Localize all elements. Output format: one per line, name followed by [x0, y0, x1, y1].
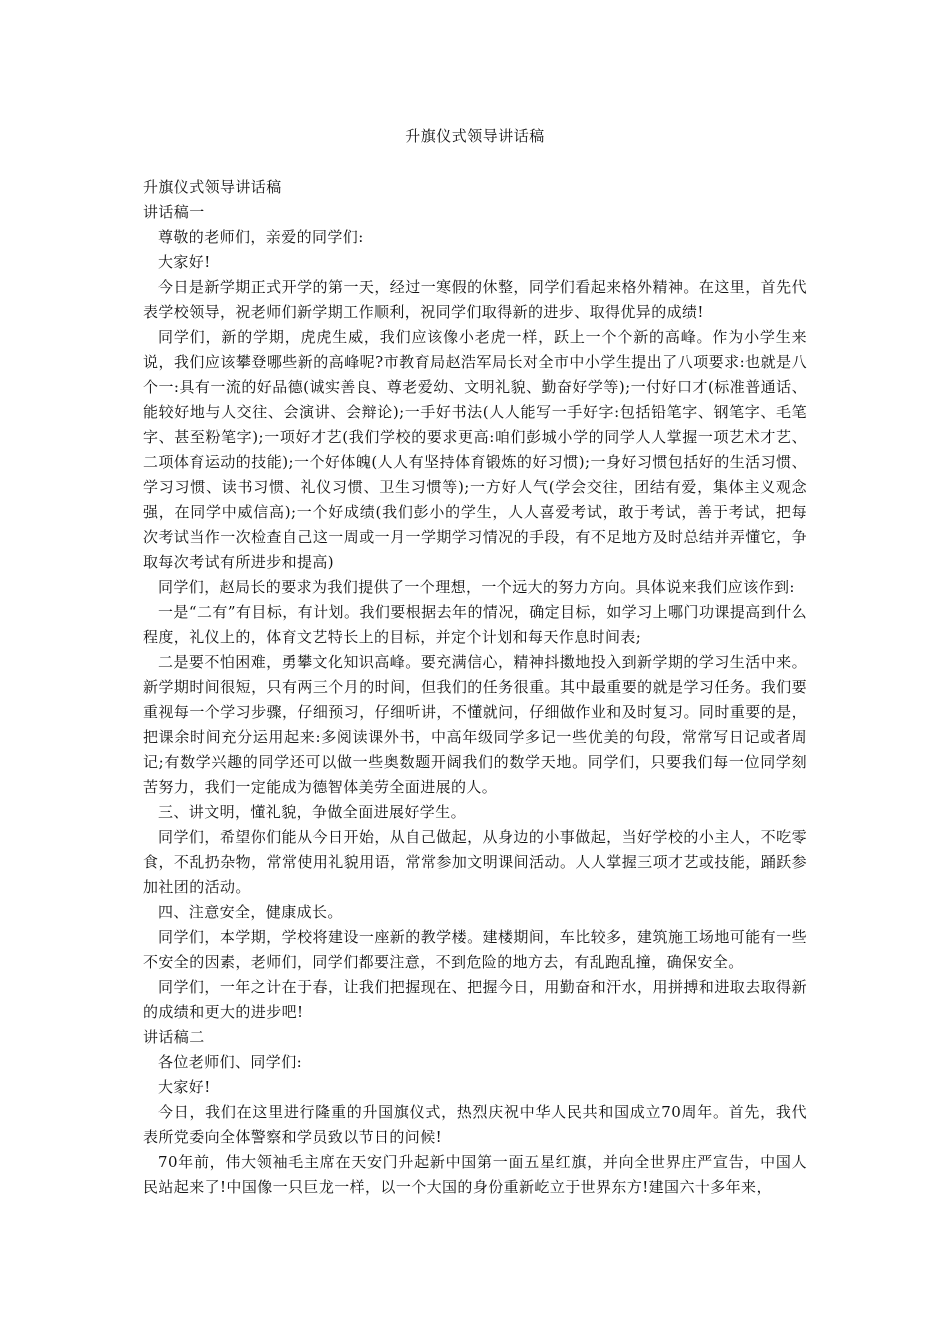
paragraph: 一是“二有”有目标，有计划。我们要根据去年的情况，确定目标，如学习上哪门功课提高到什么程度，礼仪上的，体育文艺特长上的目标，并定个计划和每天作息时间表; [143, 603, 807, 646]
paragraph: 尊敬的老师们，亲爱的同学们: [158, 228, 364, 246]
document-title: 升旗仪式领导讲话稿 [405, 127, 545, 145]
paragraph: 今日，我们在这里进行隆重的升国旗仪式，热烈庆祝中华人民共和国成立70周年。首先，我代表所党委向全体警察和学员致以节日的问候! [143, 1103, 807, 1146]
paragraph: 二是要不怕困难，勇攀文化知识高峰。要充满信心，精神抖擞地投入到新学期的学习生活中来。新学期时间很短，只有两三个月的时间，但我们的任务很重。其中最重要的就是学习任务。我们要重视每一个学习步骤，仔细预习，仔细听讲，不懂就问，仔细做作业和及时复习。同时重要的是，把课余时间充分运用起来:多阅读课外书，中高年级同学多记一些优美的句段，常常写日记或者周记;有数学兴趣的同学还可以做一些奥数题开阔我们的数学天地。同学们，只要我们每一位同学刻苦努力，我们一定能成为德智体美劳全面进展的人。 [143, 653, 807, 796]
section-heading: 升旗仪式领导讲话稿 [143, 178, 282, 196]
paragraph: 大家好! [158, 253, 211, 271]
paragraph: 今日是新学期正式开学的第一天，经过一寒假的休整，同学们看起来格外精神。在这里，首先代表学校领导，祝老师们新学期工作顺利，祝同学们取得新的进步、取得优异的成绩! [143, 278, 807, 321]
paragraph: 四、注意安全，健康成长。 [158, 903, 343, 921]
section-heading: 讲话稿一 [143, 203, 205, 221]
paragraph: 同学们，希望你们能从今日开始，从自己做起，从身边的小事做起，当好学校的小主人，不吃零食，不乱扔杂物，常常使用礼貌用语，常常参加文明课间活动。人人掌握三项才艺或技能，踊跃参加社团的活动。 [143, 828, 807, 896]
paragraph: 各位老师们、同学们: [158, 1053, 303, 1071]
section-heading: 讲话稿二 [143, 1028, 205, 1046]
paragraph: 同学们，本学期，学校将建设一座新的教学楼。建楼期间，车比较多，建筑施工场地可能有一些不安全的因素，老师们，同学们都要注意，不到危险的地方去，有乱跑乱撞，确保安全。 [143, 928, 807, 971]
paragraph: 大家好! [158, 1078, 211, 1096]
paragraph: 三、讲文明，懂礼貌，争做全面进展好学生。 [158, 803, 467, 821]
paragraph: 同学们，新的学期，虎虎生威，我们应该像小老虎一样，跃上一个个新的高峰。作为小学生来说，我们应该攀登哪些新的高峰呢?市教育局赵浩军局长对全市中小学生提出了八项要求:也就是八个一:具有一流的好品德(诚实善良、尊老爱幼、文明礼貌、勤奋好学等);一付好口才(标准普通话、能较好地与人交往、会演讲、会辩论);一手好书法(人人能写一手好字:包括铅笔字、钢笔字、毛笔字、甚至粉笔字);一项好才艺(我们学校的要求更高:咱们彭城小学的同学人人掌握一项艺术才艺、二项体育运动的技能);一个好体魄(人人有坚持体育锻炼的好习惯);一身好习惯包括好的生活习惯、学习习惯、读书习惯、礼仪习惯、卫生习惯等);一方好人气(学会交往，团结有爱，集体主义观念强，在同学中威信高);一个好成绩(我们彭小的学生，人人喜爱考试，敢于考试，善于考试，把每次考试当作一次检查自己这一周或一月一学期学习情况的手段，有不足地方及时总结并弄懂它，争取每次考试有所进步和提高) [143, 328, 807, 571]
paragraph: 70年前，伟大领袖毛主席在天安门升起新中国第一面五星红旗，并向全世界庄严宣告，中国人民站起来了!中国像一只巨龙一样，以一个大国的身份重新屹立于世界东方!建国六十多年来， [143, 1153, 807, 1196]
paragraph: 同学们，赵局长的要求为我们提供了一个理想，一个远大的努力方向。具体说来我们应该作到: [158, 578, 795, 596]
document-body [143, 175, 807, 1200]
paragraph: 同学们，一年之计在于春，让我们把握现在、把握今日，用勤奋和汗水，用拼搏和进取去取得新的成绩和更大的进步吧! [143, 978, 807, 1021]
